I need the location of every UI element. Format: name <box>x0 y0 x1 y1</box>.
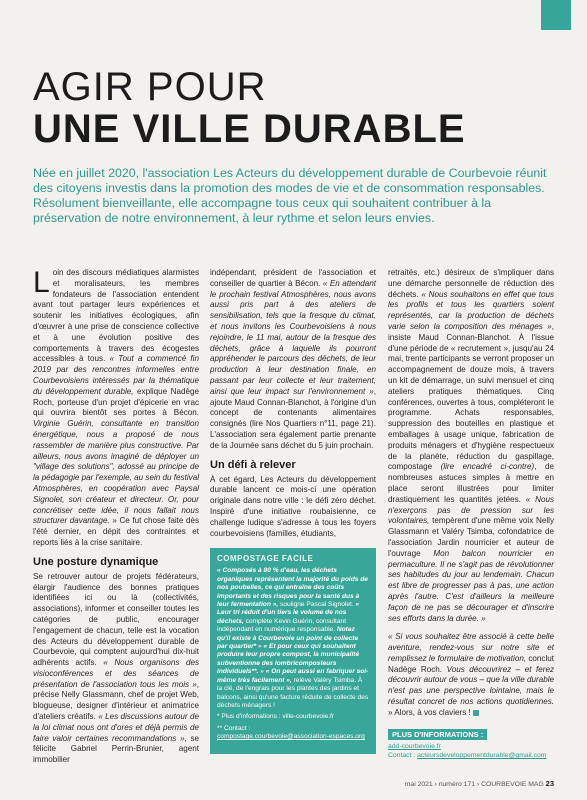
more-info-box <box>388 729 554 760</box>
text: tempèrent d'une même voix Nelly Glassmann et Valéry Tsimba, cofondatrice de l'association Jardin nourricier et auteur de l'ouvrage <box>388 516 554 558</box>
box-note: * Plus d'informations : ville-courbevoie.fr <box>217 713 335 721</box>
text: » <box>260 668 266 676</box>
text: , insiste Maud Connan-Blanchot. À l'issue d'une période de « recrutement », jusqu'au 24 mai, trente participants se verront proposer un accompagnement de douze mois, à travers un kit de démarrage, un suivi mensuel et cinq ateliers pratiques thématiques. Cinq conférences, ouvertes à tous, compléteront le programme. Achats responsables, suppression des bouteilles en plastique et emballages à usage unique, fabrication de produits ménagers et d'hygiène respectueux de la planète, réduction du gaspillage, compostage <box>388 321 554 472</box>
box-note <box>217 725 369 742</box>
quote: « En attendant le prochain festival Atmosphères, nous avons aussi pris part à des ateliers de sensibilisation, tels que la fresque du climat, et nous invitons les Courbevoisiens à nous rejoindre, le 11 mai, autour de la fresque des déchets, grâce à laquelle ils pourront appréhender le parcours des déchets, de leur production à leur destination finale, en passant par leur collecte et leur traitement, ainsi que leur impact sur l'environnement » <box>210 278 377 396</box>
paragraph <box>33 572 199 766</box>
intro-paragraph: Née en juillet 2020, l'association Les Acteurs du développement durable de Courbevoie réunit des citoyens investis dans la promotion des modes de vie et de consommation responsables. Résolument bienveillante, elle accompagne tous ceux qui souhaitent contribuer à la préservation de notre environnement, à leur rythme et selon leurs envies. <box>33 166 547 225</box>
text: indépendant, président de l'association et conseiller de quartier à Bécon. <box>210 268 376 288</box>
box-paragraph <box>217 567 369 710</box>
quote: « Leur tri réduit d'un tiers le volume de nos déchets, <box>217 601 360 625</box>
text: complète Kevin Guérin, consultant indépendant en numérique responsable. <box>217 617 347 634</box>
page-footer <box>405 779 554 788</box>
quote: « Et pour ceux qui souhaitent produire leur propre compost, la municipalité subventionne des lombricomposteurs individuels**. <box>217 643 360 676</box>
page-tab-marker <box>541 0 571 30</box>
text: , se félicite Gabriel Perrin-Brunier, agent immobilier <box>33 733 199 765</box>
text: Se retrouver autour de projets fédérateurs, élargir l'audience des bonnes pratiques identifiées ici ou là (collectivités, associations), informer et conseiller toutes les catégories de public, encourager l'engagement de chacun, telle est la vocation des Acteurs du développement durable de Courbevoie, qui comptent aujourd'hui dix-huit adhérents actifs. <box>33 571 199 668</box>
title-line-1: AGIR POUR <box>33 65 267 109</box>
text: , précise Nelly Glassmann, chef de projet Web, blogueuse, designer d'intérieur et animatrice d'ateliers créatifs. <box>33 679 199 722</box>
article-column-3 <box>388 268 554 719</box>
text: conclut Nadège Roch. <box>388 653 555 674</box>
quote: « Nous souhaitons en effet que tous les profils et tous les quartiers soient représentés, car la production de déchets varie selon la composition des ménages » <box>388 289 554 331</box>
article-column-1 <box>33 268 199 766</box>
quote: Notez qu'il existe à Courbevoie un point de collecte par quartier* <box>217 626 359 651</box>
paragraph <box>33 268 199 549</box>
compost-email-link[interactable]: compostage.courbevoie@association-espaces.org <box>217 733 365 741</box>
paragraph: À cet égard, Les Acteurs du développement durable lancent ce mois-ci une opération originale dans notre ville : le défi zéro déchet. Inspiré d'une initiative roubaisienne, ce challenge ludique s'adresse à tous les foyers courbevoisiens (familles, étudiants, <box>210 474 376 538</box>
quote: « Les discussions autour de la loi climat nous ont d'ores et déjà permis de faire valoir certaines recommandations » <box>33 712 199 743</box>
paragraph <box>210 268 376 452</box>
contact-email-link[interactable]: acteursdeveloppementdurable@gmail.com <box>417 752 547 759</box>
subtitle-defi: Un défi à relever <box>210 458 296 471</box>
quote: « Nous organisons des visioconférences et des séances de présentation de l'association tous les mois » <box>33 658 199 689</box>
site-link[interactable]: add-courbevoie.fr <box>388 743 441 750</box>
quote: « Tout a commencé fin 2019 par des rencontres informelles entre Courbevoisiens intéressés par la thématique du développement durable, <box>33 354 199 396</box>
title-line-2: UNE VILLE DURABLE <box>33 107 466 151</box>
end-of-article-icon <box>473 710 479 716</box>
text: souligne Pascal Signolet. <box>278 601 356 609</box>
article-column-2 <box>210 268 376 539</box>
quote: « Nous n'exerçons pas de pression sur les volontaires, <box>388 494 554 526</box>
info-site-line <box>388 742 554 751</box>
info-contact-line <box>388 751 554 760</box>
page-number: 23 <box>545 779 554 788</box>
text: , ajoute Maud Connan-Blanchot, à l'origine d'un concept de contenants alimentaires consignés (lire Nos Quartiers n°11, page 21). L'association sera également partie prenante de la Journée sans déchet du 5 juin prochain. <box>210 386 376 450</box>
quote: Vous découvrirez – et ferez découvrir autour de vous – que la ville durable n'est pas une perspective lointaine, mais le résultat concret de nos actions quotidiennes. <box>388 664 554 707</box>
text: » Ce fut chose faite dès l'été dernier, en dépit des contraintes et reports liés à la crise sanitaire. <box>33 516 199 547</box>
text: oin des discours médiatiques alarmistes et moralisateurs, les membres fondateurs de l'association entendent avant tout partager leurs expériences et soutenir les initiatives écologiques, afin d'œuvrer à une prise de conscience collective et à une évolution positive des comportements à travers des écogestes accessibles à tous. <box>33 268 199 364</box>
compostage-sidebar-box <box>210 548 376 754</box>
info-title: PLUS D'INFORMATIONS : <box>388 729 487 740</box>
text: ** Contact : <box>217 724 251 732</box>
quote: « On peut aussi en fabriquer soi-même très facilement », <box>217 668 369 684</box>
quote: « Composés à 80 % d'eau, les déchets organiques représentent la majorité du poids de nos poubelles, ce qui entraîne des coûts importants et des risques pour la santé dus à leur fermentation », <box>217 567 368 609</box>
quote: « Si vous souhaitez être associé à cette belle aventure, rendez-vous sur notre site et remplissez le formulaire de motivation, <box>388 632 554 663</box>
quote: . Il ne s'agit pas de révolutionner ses habitudes du jour au lendemain. Chacun est libre de progresser pas à pas, une action après l'autre. C'est d'ailleurs la meilleure façon de ne pas se décourager et d'inscrire ses efforts dans la durée. » <box>388 559 554 623</box>
paragraph <box>388 632 554 718</box>
paragraph <box>388 268 554 624</box>
text: Contact : <box>388 752 418 759</box>
text: , de nombreuses astuces simples à mettre en place seront illustrées pour limiter drastiquement les quantités jetées. <box>388 462 554 504</box>
drop-cap: L <box>33 266 50 299</box>
text: explique Nadège Roch, porteuse d'un projet d'épicerie en vrac qui ouvrira bientôt ses portes à Bécon. <box>33 386 199 418</box>
box-title: COMPOSTAGE FACILE <box>217 554 314 563</box>
text: relève Valéry Tsimba. À la clé, de l'engrais pour les plantes des jardins et balcons, ainsi qu'une facture réduite de collecte des déchets ménagers ! <box>217 676 369 709</box>
text: » Alors, à vos claviers ! <box>388 707 471 717</box>
subtitle-posture: Une posture dynamique <box>33 555 159 568</box>
footer-text: mai 2021 › numéro 171 › COURBEVOIE MAG <box>404 781 544 788</box>
text: » <box>258 643 264 651</box>
book-title: Mon balcon nourricier en permaculture <box>388 548 554 569</box>
text: (lire encadré ci-contre) <box>440 462 535 472</box>
text: retraités, etc.) désireux de s'impliquer dans une démarche personnelle de réduction des déchets. <box>388 268 554 299</box>
quote: Virginie Guérin, consultante en transition énergétique, nous a proposé de nous rassembler de manière plus constructive. Par ailleurs, nous avons imaginé de déployer un "village des solutions", adossé au principe de la pédagogie par l'exemple, au sein du festival Atmosphères, en coopération avec Paysal Signolet, son créateur et directeur. Or, pour concrétiser cette idée, il nous fallait nous structurer davantage. <box>33 419 199 526</box>
